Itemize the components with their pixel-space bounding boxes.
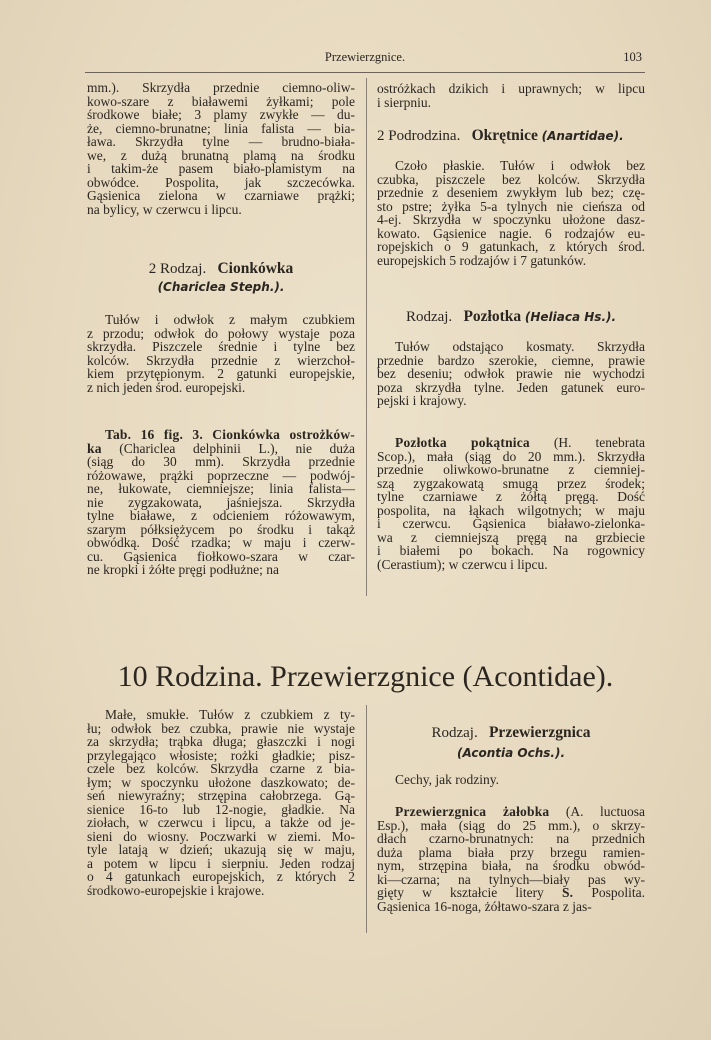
column-divider-top — [366, 78, 367, 596]
text-line — [377, 393, 645, 407]
text-run: europejskich 5 rodzajów i 7 gatunków. — [377, 252, 587, 268]
text-run: bez deseniu; odwłok prawie nie wychodzi — [377, 366, 645, 381]
text-line — [377, 449, 645, 463]
text-line — [377, 339, 645, 353]
text-line — [87, 441, 355, 455]
text-line — [377, 899, 645, 913]
text-line — [377, 503, 645, 517]
text-line — [87, 856, 355, 870]
text-line — [87, 815, 355, 829]
text-run: kowato. Gąsienice nagie. 6 rodzajów eu- — [377, 225, 645, 241]
text-line — [87, 427, 355, 441]
text-line — [87, 842, 355, 856]
text-line — [377, 462, 645, 476]
text-line — [87, 107, 355, 121]
text-run: ropejskich o 9 gatunkach, z których środ. — [377, 239, 645, 254]
genus-heading-przewierzgnica — [377, 724, 645, 742]
paragraph-okretnice-description — [377, 158, 645, 266]
text-line — [87, 161, 355, 175]
text-line — [87, 748, 355, 762]
text-run: nie zygzakowata, jaśniejsza. Skrzydła — [87, 494, 355, 510]
text-run: we, z dużą brunatną plamą na środku — [87, 147, 355, 163]
bold-term: Pozłotka pokątnica — [395, 435, 530, 450]
text-line — [87, 366, 355, 380]
bold-term: S. — [561, 885, 574, 900]
text-line — [377, 158, 645, 172]
text-run: obwódce. Pospolita, jak szczecówka. — [87, 174, 355, 190]
text-run: przednie bardzo szerokie, ciemne, prawie — [377, 352, 645, 368]
text-run: (Chariclea delphinii L.), nie duża — [101, 440, 355, 456]
text-run: że, ciemno-brunatne; linia falista — bia- — [87, 120, 355, 136]
text-run: wa z ciemniejszą pręgą na grzbiecie — [377, 529, 645, 545]
text-line — [377, 818, 645, 832]
text-line — [377, 516, 645, 530]
header-rule — [85, 72, 645, 73]
text-line — [377, 476, 645, 490]
subfamily-heading-okretnice — [377, 127, 645, 145]
text-run: Tułów i odwłok z małym czubkiem — [105, 312, 355, 327]
text-line — [377, 831, 645, 845]
text-line — [87, 761, 355, 775]
text-run: cu. Gąsienica fiołkowo-szara w czar- — [87, 548, 355, 564]
text-run: poza skrzydła tylne. Jeden gatunek euro- — [377, 379, 645, 395]
text-line — [87, 468, 355, 482]
text-run: i sierpniu. — [377, 94, 431, 110]
text-line — [377, 557, 645, 571]
text-run: na bylicy, w czerwcu i lipcu. — [87, 201, 242, 217]
text-run: ne kropki i żółte pręgi podłużne; na — [87, 562, 279, 577]
text-line — [87, 188, 355, 202]
text-run: i białemi po bokach. Na rogownicy — [377, 543, 645, 558]
paragraph-pozlotka-species — [377, 435, 645, 570]
paragraph-family-description — [87, 707, 355, 896]
text-run: dłach czarno-brunatnych: na przednich — [377, 831, 645, 846]
text-run: Cechy, jak rodziny. — [395, 772, 499, 787]
text-line — [377, 239, 645, 253]
text-run: przednie z deseniem zwykłym lub bez; czę- — [377, 185, 645, 200]
text-line — [87, 94, 355, 108]
text-line — [377, 885, 645, 899]
heading-prefix: 2 Rodzaj. — [148, 261, 207, 277]
text-run: obwódką. Dość rzadka; w maju i czerw- — [87, 535, 355, 550]
heading-prefix: 2 Podrodzina. — [377, 128, 461, 144]
text-line — [377, 380, 645, 394]
text-run: kiem przytępionym. 2 gatunki europejskie, — [87, 366, 355, 381]
text-run: czele bez kolców. Skrzydła czarne z bia- — [87, 761, 355, 776]
text-run: Gąsienica 16-noga, żółtawo-szara z jas- — [377, 898, 592, 914]
text-run: sto pstre; żyłka 5-a tylnych nie cieńsza od — [377, 198, 645, 214]
genus-heading-cionkowka — [87, 260, 355, 278]
text-run: sieni do wiosny. Poczwarki w ziemi. Mo- — [87, 828, 355, 844]
text-line — [377, 489, 645, 503]
text-line — [377, 172, 645, 186]
paragraph-pozlotka-description — [377, 339, 645, 407]
text-run: mm.). Skrzydła przednie ciemno-oliw- — [87, 80, 355, 95]
heading-name: Pozłotka — [463, 308, 522, 325]
text-run: łu; odwłok bez czubka, prawie nie wystaje — [87, 720, 355, 736]
running-title: Przewierzgnice. — [324, 50, 406, 64]
genus-heading-pozlotka — [377, 308, 645, 326]
text-run: (A. luctuosa — [549, 804, 646, 819]
text-line — [87, 883, 355, 897]
text-run: szą zygzakowatą smugą przez środek; — [377, 475, 645, 491]
family-heading: 10 Rodzina. Przewierzgnice (Acontidae). — [117, 660, 614, 693]
text-line — [87, 788, 355, 802]
text-run: ława. Skrzydła tylne — brudno-biała- — [87, 134, 355, 149]
text-run: z nich jeden środ. europejski. — [87, 379, 246, 395]
text-line — [377, 226, 645, 240]
text-run: tylne białawe, z odcieniem różowawym, — [87, 508, 355, 523]
text-run: z przodu; odwłok do połowy wystaje poza — [87, 325, 355, 341]
heading-latin: (Chariclea Steph.). — [157, 280, 285, 294]
text-run: 4-ej. Skrzydła w spoczynku ułożone dasz- — [377, 212, 645, 227]
page-number: 103 — [623, 50, 642, 64]
text-line — [87, 353, 355, 367]
heading-name: Okrętnice — [471, 127, 538, 144]
text-line — [377, 845, 645, 859]
text-line — [87, 535, 355, 549]
text-run: różowawe, prążki poprzeczne — podwój- — [87, 467, 355, 483]
running-header — [85, 50, 645, 66]
text-line — [377, 772, 645, 786]
text-run: szarym półksiężycem po środku i takąż — [87, 521, 355, 537]
text-run: (Cerastium); w czerwcu i lipcu. — [377, 556, 548, 572]
text-line — [87, 707, 355, 721]
text-run: tylne czarniawe z żółtą pręgą. Dość — [377, 489, 645, 504]
heading-latin: (Acontia Ochs.). — [456, 746, 566, 760]
text-run: środkowe białe; 3 plamy zwykłe — du- — [87, 107, 355, 122]
text-run: kowo-szare z białawemi żyłkami; pole — [87, 93, 355, 109]
column-divider-bottom — [366, 705, 367, 933]
paragraph-cionkowka-description — [87, 312, 355, 393]
text-run: Małe, smukłe. Tułów z czubkiem z ty- — [105, 707, 355, 722]
text-run: ostróżkach dzikich i uprawnych; w lipcu — [377, 81, 645, 96]
text-line — [87, 202, 355, 216]
text-run: o 4 gatunkach europejskich, z których 2 — [87, 869, 355, 884]
paragraph-przewierzgnica-species — [377, 804, 645, 912]
heading-name: Przewierzgnica — [488, 724, 591, 741]
text-run: nym, strzępina biała, na środku obwód- — [377, 858, 645, 873]
text-line — [87, 829, 355, 843]
text-line — [377, 543, 645, 557]
text-run: Czoło płaskie. Tułów i odwłok bez — [395, 158, 645, 173]
text-line — [377, 80, 645, 94]
text-line — [87, 380, 355, 394]
text-line — [87, 495, 355, 509]
text-run: duża plama biała przy brzegu ramien- — [377, 844, 645, 860]
text-line — [87, 134, 355, 148]
text-line — [87, 734, 355, 748]
text-run: Pospolita. — [573, 885, 645, 900]
text-line — [87, 522, 355, 536]
paragraph-continuation — [87, 80, 355, 215]
text-line — [377, 435, 645, 449]
text-line — [87, 454, 355, 468]
text-run: (H. tenebrata — [529, 435, 645, 450]
text-run: Scop.), mała (siąg do 20 mm.). Skrzydła — [377, 448, 645, 464]
text-line — [377, 858, 645, 872]
bold-term: ka — [87, 440, 102, 456]
text-run: łym; w spoczynku ułożone daszkowato; de- — [87, 774, 355, 790]
text-run: ziołach, w czerwcu i lipcu, a także od je- — [87, 815, 355, 830]
text-run: i czerwcu. Gąsienica białawo-zielonka- — [377, 516, 645, 531]
text-run: czubka, piszczele bez kolców. Skrzydła — [377, 171, 645, 187]
text-run: i takim-że pasem biało-plamistym na — [87, 161, 355, 176]
text-run: tyle latają w dzień; ukazują się w maju, — [87, 842, 355, 857]
heading-prefix: Rodzaj. — [405, 309, 453, 325]
bold-term: Przewierzgnica żałobka — [395, 804, 550, 819]
text-line — [377, 199, 645, 213]
text-line — [87, 148, 355, 162]
text-run: przylegająco włosiste; rożki gładkie; pisz- — [87, 747, 355, 763]
text-line — [87, 549, 355, 563]
text-run: Gąsienica zielona w czarniawe prążki; — [87, 188, 355, 203]
genus-latin-name — [377, 745, 645, 762]
text-line — [377, 530, 645, 544]
text-line — [87, 339, 355, 353]
text-line — [87, 508, 355, 522]
text-run: sienice 16-to lub 12-nogie, gładkie. Na — [87, 801, 355, 817]
text-run: (siąg do 30 mm). Skrzydła przednie — [87, 454, 355, 469]
text-line — [377, 804, 645, 818]
text-line — [87, 326, 355, 340]
heading-name: Cionkówka — [217, 260, 294, 277]
text-line — [377, 185, 645, 199]
bold-term: Tab. 16 fig. 3. Cionkówka ostrożków- — [105, 427, 355, 442]
text-run: za skrzydła; trąbka długa; głaszczki i nogi — [87, 734, 355, 749]
text-line — [87, 121, 355, 135]
paragraph-genus-features — [377, 772, 645, 786]
heading-prefix: Rodzaj. — [431, 725, 478, 741]
heading-latin: (Anartidae). — [541, 129, 624, 143]
text-line — [377, 872, 645, 886]
text-run: środkowo-europejskie i krajowe. — [87, 882, 265, 898]
text-run: skrzydła. Piszczele średnie i tylne bez — [87, 339, 355, 354]
heading-latin: (Heliaca Hs.). — [524, 310, 617, 324]
text-run: pejski i krajowy. — [377, 393, 467, 408]
text-run: pospolita, na łąkach wilgotnych; w maju — [377, 502, 645, 518]
text-line — [87, 175, 355, 189]
text-line — [87, 80, 355, 94]
text-line — [377, 366, 645, 380]
text-line — [87, 312, 355, 326]
text-line — [87, 802, 355, 816]
text-line — [377, 253, 645, 267]
text-run: ki—czarna; na tylnych—biały pas wy- — [377, 871, 645, 887]
text-run: Esp.), mała (siąg do 25 mm.), o skrzy- — [377, 817, 645, 833]
text-line — [377, 212, 645, 226]
text-line — [377, 353, 645, 367]
text-line — [87, 721, 355, 735]
text-line — [87, 562, 355, 576]
text-run: seń niewyraźny; strzępina całobrzega. Gą- — [87, 788, 355, 803]
text-line — [87, 775, 355, 789]
text-run: Tułów odstająco kosmaty. Skrzydła — [395, 339, 645, 354]
paragraph-continuation-right — [377, 80, 645, 110]
text-line — [87, 481, 355, 495]
text-run: gięty w kształcie litery — [377, 885, 562, 900]
genus-latin-name — [87, 279, 355, 296]
text-run: ne, łukowate, ciemniejsze; linia falista— — [87, 481, 355, 496]
text-run: kolców. Skrzydła przednie z wierzchoł- — [87, 352, 355, 368]
text-run: przednie oliwkowo-brunatne z ciemniej- — [377, 462, 645, 477]
paragraph-cionkowka-species — [87, 427, 355, 576]
text-line — [87, 869, 355, 883]
text-run: a potem w lipcu i sierpniu. Jeden rodzaj — [87, 855, 355, 871]
